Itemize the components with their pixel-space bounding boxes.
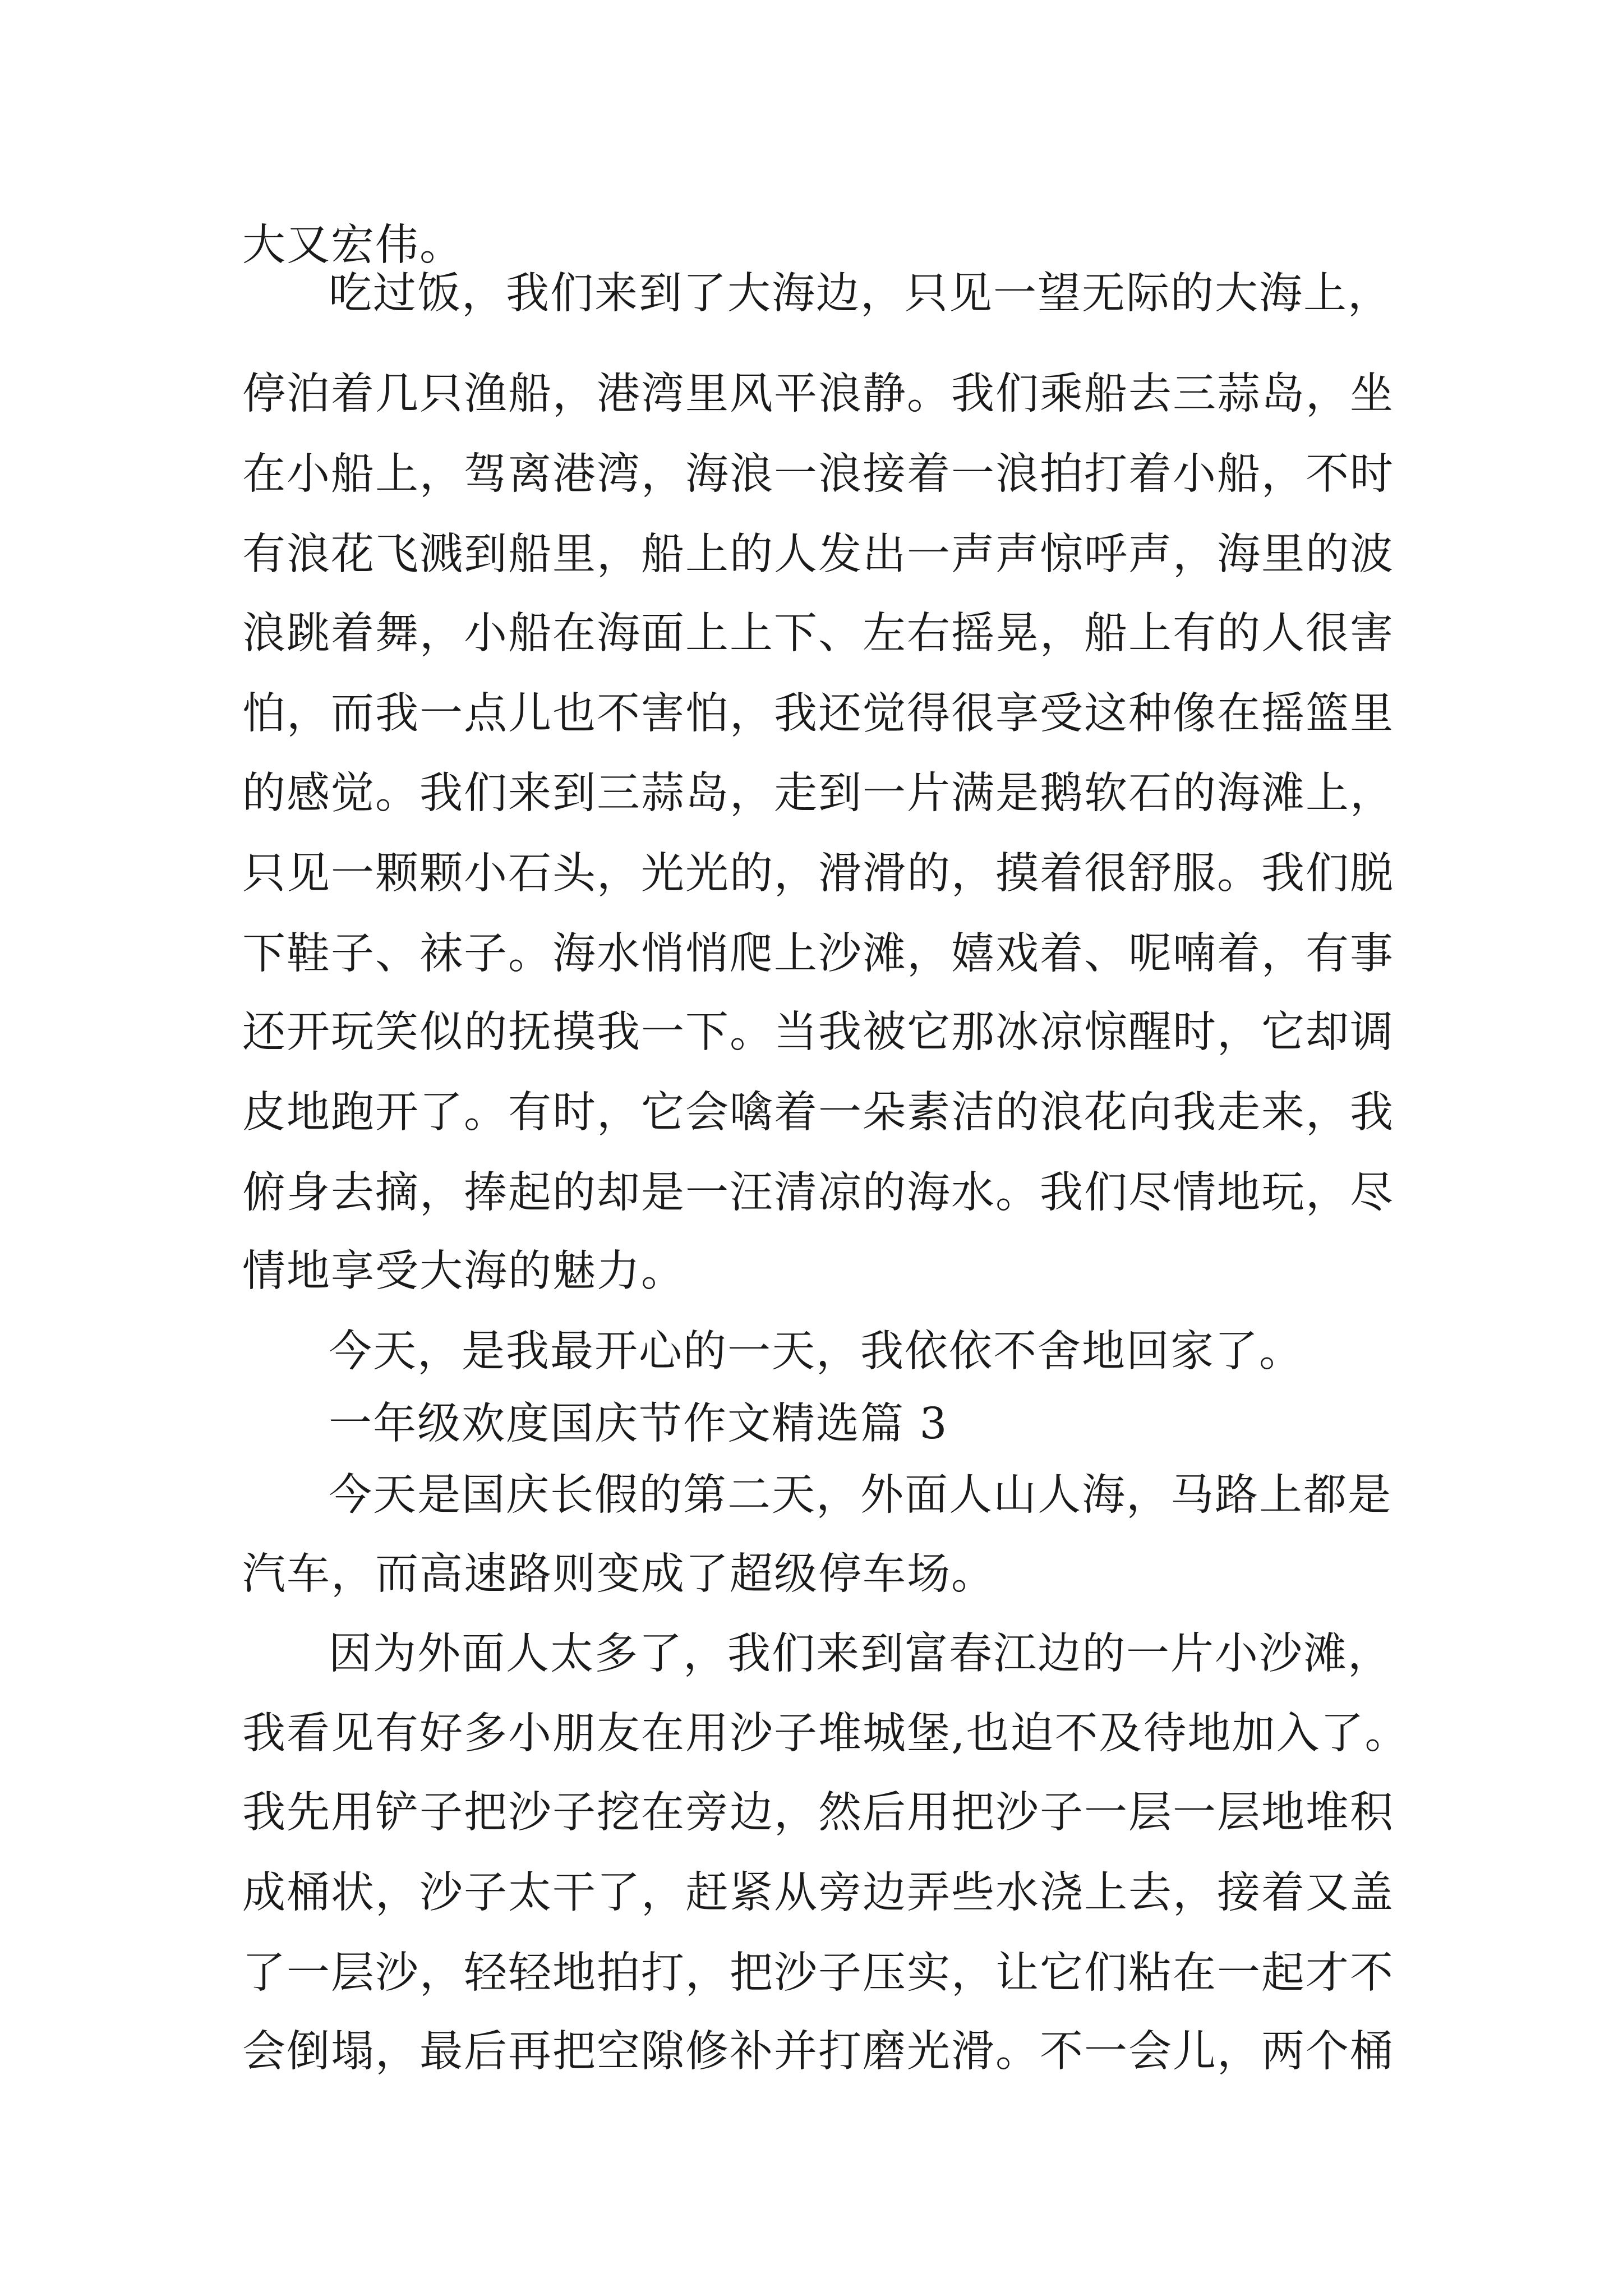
text-line: 还开玩笑似的抚摸我一下。当我被它那冰凉惊醒时，它却调 bbox=[242, 1007, 1394, 1057]
section-heading: 一年级欢度国庆节作文精选篇 3 bbox=[329, 1399, 948, 1449]
text-line: 成桶状，沙子太干了，赶紧从旁边弄些水浇上去，接着又盖 bbox=[242, 1868, 1394, 1918]
text-line: 汽车，而高速路则变成了超级停车场。 bbox=[242, 1549, 995, 1599]
text-line: 的感觉。我们来到三蒜岛，走到一片满是鹅软石的海滩上， bbox=[242, 769, 1394, 818]
text-line: 情地享受大海的魅力。 bbox=[242, 1246, 685, 1296]
paragraph-start: 因为外面人太多了，我们来到富春江边的一片小沙滩， bbox=[329, 1629, 1392, 1679]
text-line: 了一层沙，轻轻地拍打，把沙子压实，让它们粘在一起才不 bbox=[242, 1948, 1394, 1998]
text-line: 浪跳着舞，小船在海面上上下、左右摇晃，船上有的人很害 bbox=[242, 609, 1394, 659]
paragraph-start: 吃过饭，我们来到了大海边，只见一望无际的大海上， bbox=[329, 269, 1392, 319]
text-line: 停泊着几只渔船，港湾里风平浪静。我们乘船去三蒜岛，坐 bbox=[242, 369, 1394, 419]
paragraph-start: 今天是国庆长假的第二天，外面人山人海，马路上都是 bbox=[329, 1470, 1392, 1520]
text-line: 有浪花飞溅到船里，船上的人发出一声声惊呼声，海里的波 bbox=[242, 530, 1394, 579]
text-line: 我看见有好多小朋友在用沙子堆城堡,也迫不及待地加入了。 bbox=[242, 1709, 1409, 1759]
text-line: 我先用铲子把沙子挖在旁边，然后用把沙子一层一层地堆积 bbox=[242, 1788, 1394, 1838]
text-line: 会倒塌，最后再把空隙修补并打磨光滑。不一会儿，两个桶 bbox=[242, 2027, 1394, 2077]
paragraph-start: 今天，是我最开心的一天，我依依不舍地回家了。 bbox=[329, 1327, 1303, 1377]
text-line: 俯身去摘，捧起的却是一汪清凉的海水。我们尽情地玩，尽 bbox=[242, 1168, 1394, 1218]
text-line: 大又宏伟。 bbox=[242, 220, 464, 270]
text-line: 下鞋子、袜子。海水悄悄爬上沙滩，嬉戏着、呢喃着，有事 bbox=[242, 929, 1394, 979]
text-line: 只见一颗颗小石头，光光的，滑滑的，摸着很舒服。我们脱 bbox=[242, 849, 1394, 899]
text-line: 在小船上，驾离港湾，海浪一浪接着一浪拍打着小船，不时 bbox=[242, 449, 1394, 499]
text-line: 怕，而我一点儿也不害怕，我还觉得很享受这种像在摇篮里 bbox=[242, 689, 1394, 739]
text-line: 皮地跑开了。有时，它会噙着一朵素洁的浪花向我走来，我 bbox=[242, 1088, 1394, 1138]
